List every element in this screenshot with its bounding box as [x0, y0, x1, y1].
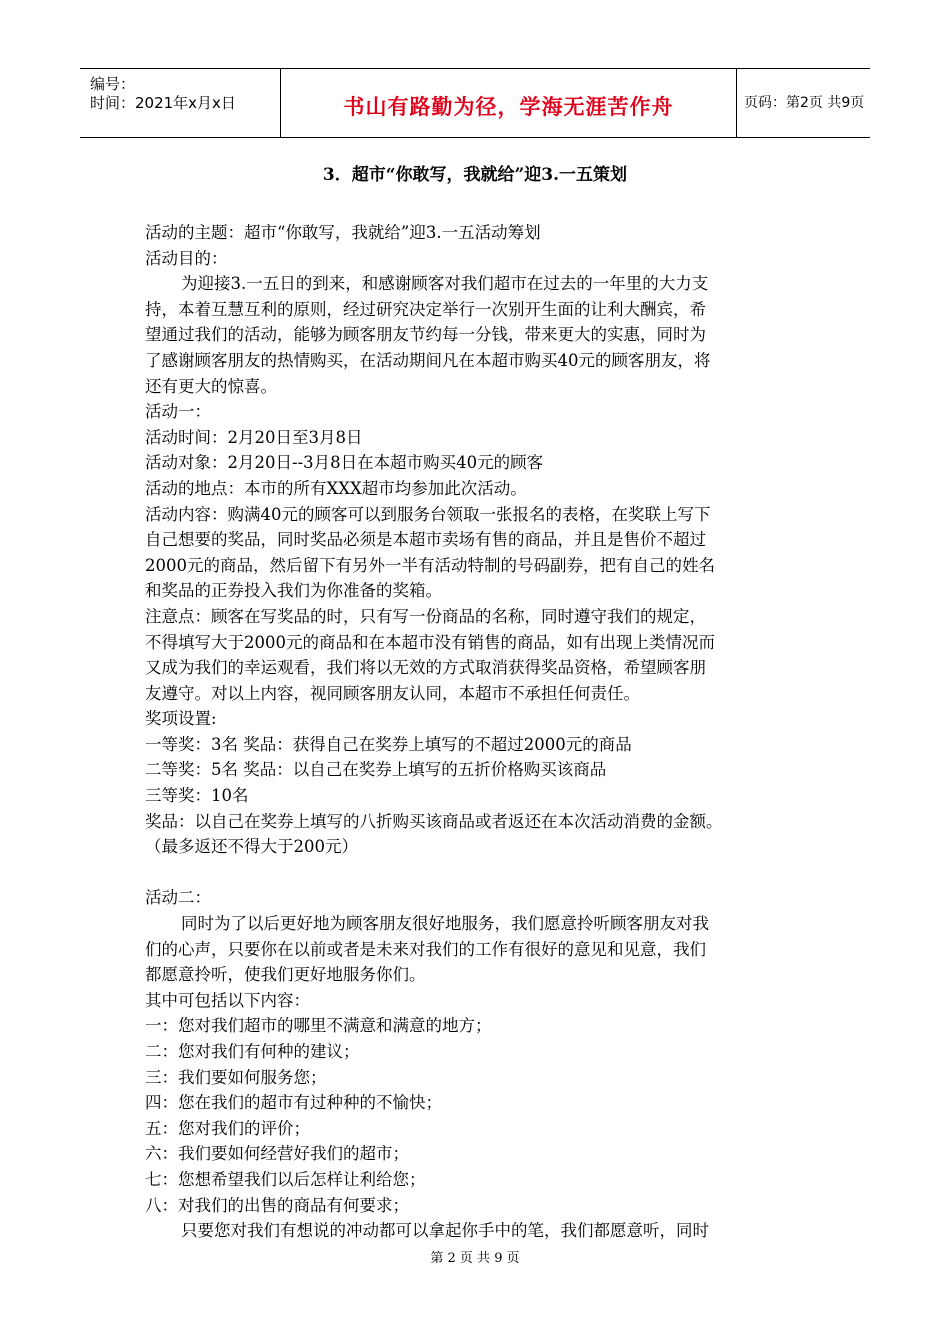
body-text-line: 其中可包括以下内容：: [145, 990, 310, 1010]
body-text-line: 自己想要的奖品，同时奖品必须是本超市卖场有售的商品，并且是售价不超过: [145, 530, 706, 550]
document-title: 3．超市“你敢写，我就给”迎3.一五策划: [322, 165, 628, 185]
body-text-line: 二等奖：5名 奖品：以自己在奖券上填写的五折价格购买该商品: [145, 760, 607, 780]
body-text-line: 二：您对我们有何种的建议；: [145, 1042, 360, 1061]
body-text-line: 持，本着互慧互利的原则，经过研究决定举行一次别开生面的让利大酬宾，希: [145, 299, 706, 319]
body-text-line: 了感谢顾客朋友的热情购买，在活动期间凡在本超市购买40元的顾客朋友，将: [145, 350, 711, 370]
body-text-line: 八：对我们的出售的商品有何要求；: [145, 1195, 409, 1215]
header-motto-cell: [280, 69, 737, 137]
body-text-line: 活动时间：2月20日至3月8日: [145, 427, 363, 447]
body-text-line: 2000元的商品，然后留下有另外一半有活动特制的号码副券，把有自己的姓名: [145, 555, 715, 575]
body-text-line: 一：您对我们超市的哪里不满意和满意的地方；: [145, 1016, 492, 1036]
body-text-line: 为迎接3.一五日的到来，和感谢顾客对我们超市在过去的一年里的大力支: [181, 274, 709, 294]
document-number-label: 编号：: [90, 75, 136, 93]
body-text-line: 都愿意拎听，使我们更好地服务你们。: [145, 965, 426, 985]
blank-line: [145, 860, 830, 886]
body-text-line: 奖品：以自己在奖券上填写的八折购买该商品或者返还在本次活动消费的金额。: [145, 811, 723, 831]
body-text-line: 活动二：: [145, 888, 211, 908]
body-text-line: 四：您在我们的超市有过种种的不愉快；: [145, 1093, 442, 1113]
body-text-line: 活动内容：购满40元的顾客可以到服务台领取一张报名的表格，在奖联上写下: [145, 504, 711, 524]
body-text-line: 三等奖：10名: [145, 786, 249, 806]
body-text-line: 又成为我们的幸运观看，我们将以无效的方式取消获得奖品资格，希望顾客朋: [145, 658, 706, 678]
page-footer: 第 2 页 共 9 页: [430, 1251, 520, 1266]
body-text-line: 和奖品的正券投入我们为你准备的奖箱。: [145, 581, 442, 601]
body-text-line: 活动一：: [145, 402, 211, 422]
body-text-line: 同时为了以后更好地为顾客朋友很好地服务，我们愿意拎听顾客朋友对我: [181, 914, 709, 934]
body-text-line: 望通过我们的活动，能够为顾客朋友节约每一分钱，带来更大的实惠，同时为: [145, 325, 706, 345]
body-text-line: （最多返还不得大于200元）: [145, 837, 358, 857]
document-time-label: 时间：2021年x月x日: [90, 94, 236, 112]
body-text-line: 七：您想希望我们以后怎样让利给您；: [145, 1169, 426, 1189]
body-text-line: 还有更大的惊喜。: [145, 376, 277, 396]
body-text-line: 一等奖：3名 奖品：获得自己在奖券上填写的不超过2000元的商品: [145, 734, 632, 754]
body-text-line: 活动对象：2月20日--3月8日在本超市购买40元的顾客: [145, 453, 544, 473]
body-text-line: 不得填写大于2000元的商品和在本超市没有销售的商品，如有出现上类情况而: [145, 632, 715, 652]
header-page-label: 页码：第2页 共9页: [744, 95, 865, 111]
body-text-line: 奖项设置:: [145, 709, 217, 729]
body-text-line: 五：您对我们的评价；: [145, 1118, 310, 1138]
body-text-line: 三：我们要如何服务您；: [145, 1067, 327, 1087]
body-text-line: 只要您对我们有想说的冲动都可以拿起你手中的笔，我们都愿意听，同时: [181, 1221, 709, 1241]
body-text-line: 活动目的：: [145, 248, 228, 268]
header-right-cell: [736, 69, 870, 137]
body-text-line: 们的心声，只要你在以前或者是未来对我们的工作有很好的意见和见意，我们: [145, 939, 706, 959]
body-text-line: 活动的主题：超市“你敢写，我就给”迎3.一五活动筹划: [145, 223, 541, 242]
body-text-line: 六：我们要如何经营好我们的超市；: [145, 1144, 409, 1164]
document-body: [145, 220, 830, 1244]
body-text-line: 注意点：顾客在写奖品的时，只有写一份商品的名称，同时遵守我们的规定，: [145, 606, 706, 626]
body-text-line: 友遵守。对以上内容，视同顾客朋友认同，本超市不承担任何责任。: [145, 683, 640, 703]
header-motto: 书山有路勤为径，学海无涯苦作舟: [343, 95, 674, 119]
body-text-line: 活动的地点：本市的所有XXX超市均参加此次活动。: [145, 478, 527, 498]
page-header: [80, 68, 870, 138]
header-left-cell: [80, 69, 280, 137]
